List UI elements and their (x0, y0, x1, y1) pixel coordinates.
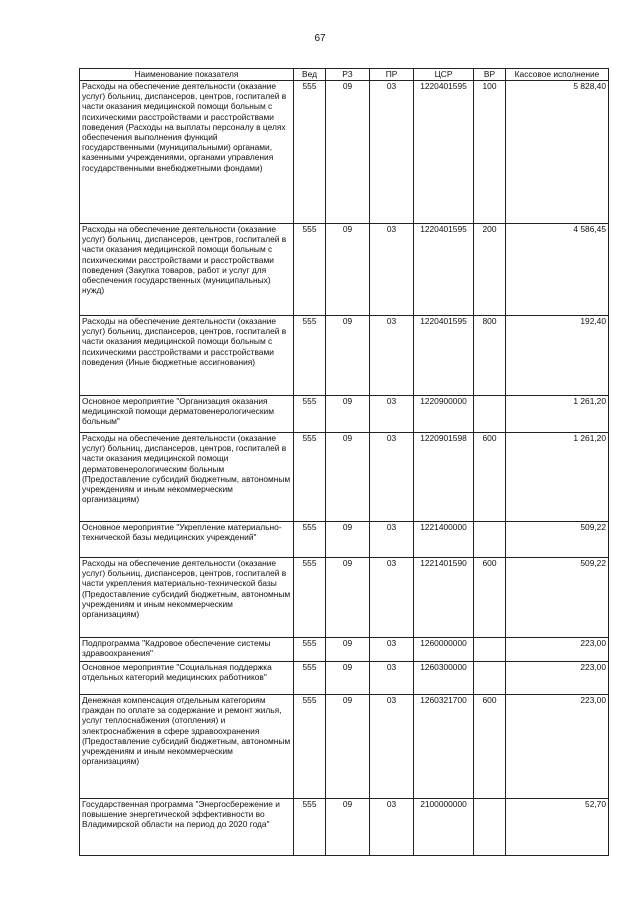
row-pr: 03 (370, 638, 414, 662)
row-amount: 4 586,45 (506, 224, 609, 316)
row-rz: 09 (326, 433, 370, 522)
row-pr: 03 (370, 662, 414, 695)
row-vr (474, 662, 506, 695)
header-ved: Вед (294, 69, 326, 81)
row-pr: 03 (370, 433, 414, 522)
row-vr (474, 638, 506, 662)
row-rz: 09 (326, 558, 370, 638)
row-ved: 555 (294, 396, 326, 433)
row-csr: 1260300000 (414, 662, 474, 695)
row-ved: 555 (294, 662, 326, 695)
row-ved: 555 (294, 799, 326, 856)
row-csr: 1220401595 (414, 224, 474, 316)
row-pr: 03 (370, 522, 414, 558)
row-vr: 800 (474, 316, 506, 396)
row-name: Государственная программа "Энергосбережение и повышение энергетической эффективности во Владимирской области на период до 2020 года" (80, 799, 294, 856)
row-csr: 1220901598 (414, 433, 474, 522)
row-amount: 509,22 (506, 558, 609, 638)
row-csr: 2100000000 (414, 799, 474, 856)
row-csr: 1221401590 (414, 558, 474, 638)
budget-table (79, 68, 609, 856)
row-amount: 223,00 (506, 662, 609, 695)
table-row (80, 224, 609, 316)
row-name: Основное мероприятие "Социальная поддержка отдельных категорий медицинских работников" (80, 662, 294, 695)
header-csr: ЦСР (414, 69, 474, 81)
row-name: Расходы на обеспечение деятельности (оказание услуг) больниц, диспансеров, центров, госпиталей в части оказания медицинской помощи больным с психическими расстройствами и расстройствами поведения (Закупка товаров, работ и услуг для обеспечения государственных (муниципальных) нужд) (80, 224, 294, 316)
row-name: Расходы на обеспечение деятельности (оказание услуг) больниц, диспансеров, центров, госпиталей в части оказания медицинской помощи больным с психическими расстройствами и расстройствами поведения (Расходы на выплаты персоналу в целях обеспечения выполнения функций государственными (муниципальными) органами, казенными учреждениями, органами управления государственными внебюджетными фондами) (80, 81, 294, 224)
row-vr: 200 (474, 224, 506, 316)
row-rz: 09 (326, 522, 370, 558)
page-number: 67 (314, 33, 326, 44)
row-rz: 09 (326, 662, 370, 695)
table-header-row (80, 69, 609, 81)
header-amount: Кассовое исполнение (506, 69, 609, 81)
row-amount: 1 261,20 (506, 433, 609, 522)
row-amount: 5 828,40 (506, 81, 609, 224)
row-vr: 600 (474, 433, 506, 522)
row-name: Расходы на обеспечение деятельности (оказание услуг) больниц, диспансеров, центров, госпиталей в части оказания медицинской помощи дерматовенерологическим больным (Предоставление субсидий бюджетным, автономным учреждениям и иным некоммерческим организациям) (80, 433, 294, 522)
header-name: Наименование показателя (80, 69, 294, 81)
row-name: Расходы на обеспечение деятельности (оказание услуг) больниц, диспансеров, центров, госпиталей в части оказания медицинской помощи больным с психическими расстройствами и расстройствами поведения (Иные бюджетные ассигнования) (80, 316, 294, 396)
table-row (80, 638, 609, 662)
table-row (80, 695, 609, 799)
row-ved: 555 (294, 316, 326, 396)
row-rz: 09 (326, 396, 370, 433)
row-vr: 600 (474, 695, 506, 799)
row-name: Расходы на обеспечение деятельности (оказание услуг) больниц, диспансеров, центров, госпиталей в части укрепления материально-технической базы (Предоставление субсидий бюджетным, автономным учреждениям и иным некоммерческим организациям) (80, 558, 294, 638)
row-csr: 1221400000 (414, 522, 474, 558)
row-rz: 09 (326, 224, 370, 316)
row-rz: 09 (326, 316, 370, 396)
table-row (80, 799, 609, 856)
row-pr: 03 (370, 81, 414, 224)
row-pr: 03 (370, 799, 414, 856)
row-amount: 509,22 (506, 522, 609, 558)
row-vr (474, 396, 506, 433)
row-name: Подпрограмма "Кадровое обеспечение системы здравоохранения" (80, 638, 294, 662)
row-amount: 192,40 (506, 316, 609, 396)
row-ved: 555 (294, 433, 326, 522)
row-pr: 03 (370, 695, 414, 799)
header-rz: РЗ (326, 69, 370, 81)
table-row (80, 433, 609, 522)
row-pr: 03 (370, 396, 414, 433)
row-pr: 03 (370, 224, 414, 316)
row-vr: 600 (474, 558, 506, 638)
header-pr: ПР (370, 69, 414, 81)
row-csr: 1260000000 (414, 638, 474, 662)
row-vr (474, 522, 506, 558)
row-vr: 100 (474, 81, 506, 224)
row-amount: 223,00 (506, 695, 609, 799)
table-row (80, 81, 609, 224)
table-row (80, 662, 609, 695)
row-name: Основное мероприятие "Организация оказания медицинской помощи дерматовенерологическим больным" (80, 396, 294, 433)
table-row (80, 396, 609, 433)
row-csr: 1220900000 (414, 396, 474, 433)
row-pr: 03 (370, 316, 414, 396)
row-ved: 555 (294, 224, 326, 316)
row-rz: 09 (326, 81, 370, 224)
row-ved: 555 (294, 522, 326, 558)
row-rz: 09 (326, 799, 370, 856)
row-rz: 09 (326, 695, 370, 799)
row-vr (474, 799, 506, 856)
row-ved: 555 (294, 558, 326, 638)
row-csr: 1220401595 (414, 81, 474, 224)
row-ved: 555 (294, 638, 326, 662)
row-amount: 223,00 (506, 638, 609, 662)
row-rz: 09 (326, 638, 370, 662)
row-pr: 03 (370, 558, 414, 638)
row-ved: 555 (294, 695, 326, 799)
row-csr: 1220401595 (414, 316, 474, 396)
row-ved: 555 (294, 81, 326, 224)
header-vr: ВР (474, 69, 506, 81)
row-amount: 52,70 (506, 799, 609, 856)
row-csr: 1260321700 (414, 695, 474, 799)
row-name: Основное мероприятие "Укрепление материально-технической базы медицинских учреждений" (80, 522, 294, 558)
table-row (80, 316, 609, 396)
table-row (80, 558, 609, 638)
row-amount: 1 261,20 (506, 396, 609, 433)
row-name: Денежная компенсация отдельным категориям граждан по оплате за содержание и ремонт жилья, услуг теплоснабжения (отопления) и электроснабжения в сфере здравоохранения (Предоставление субсидий бюджетным, автономным учреждениям и иным некоммерческим организациям) (80, 695, 294, 799)
table-row (80, 522, 609, 558)
